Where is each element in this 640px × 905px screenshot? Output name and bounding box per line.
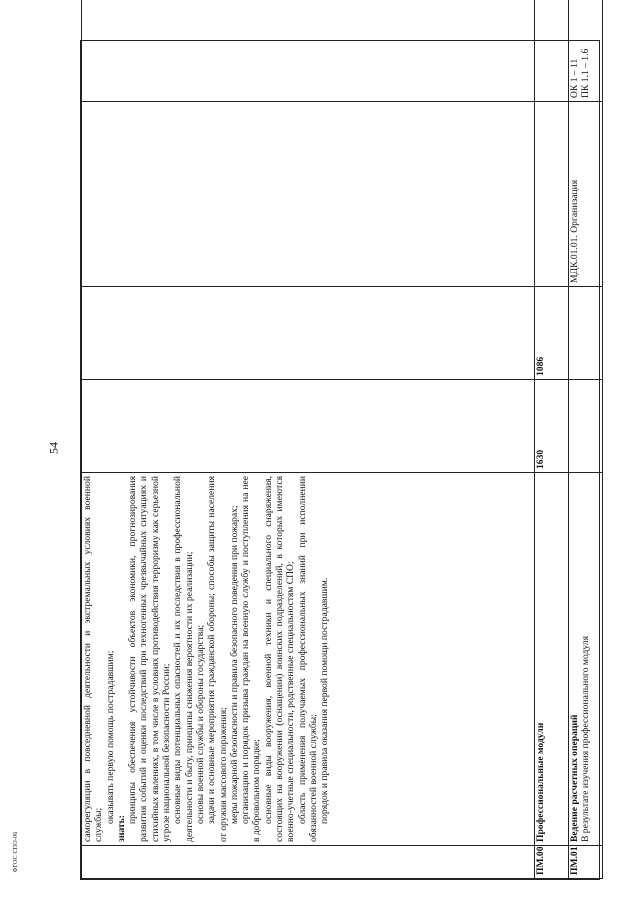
cell-code [82, 846, 535, 879]
mdk-empty [535, 102, 569, 287]
row-code: ПМ.01 [569, 846, 603, 879]
cell-competencies [82, 0, 535, 102]
competencies-pk: ПК 1.1 – 1.6 [580, 48, 592, 98]
row-title [569, 473, 603, 846]
page-number: 54 [46, 442, 61, 454]
description-line: саморегуляции в повседневной деятельности и экстремальных условиях военной службы; [82, 476, 105, 842]
description-line: знать: [115, 815, 127, 842]
hours-max-value: 1630 [535, 380, 569, 473]
row-title: Профессиональные модули [535, 473, 569, 846]
table-row-pm01 [569, 0, 603, 879]
footer-label: ФГОС СПО-06 [13, 831, 19, 873]
description-line: организацию и порядок призыва граждан на военную службу и поступления на нее в добровольном порядке; [240, 476, 263, 842]
mdk-value: МДК.01.01. Организация [569, 102, 603, 287]
description-line: меры пожарной безопасности и правила безопасного поведения при пожарах; [228, 505, 240, 824]
table-row-pm00 [535, 0, 569, 879]
table-row-description [82, 0, 535, 879]
hours-max-empty [569, 380, 603, 473]
module-subtitle: В результате изучения профессионального модуля [580, 636, 592, 842]
description-line: основные виды потенциальных опасностей и их последствия в профессиональной деятельности и быту, принципы снижения вероятности их реализации; [172, 476, 195, 842]
cell-description [82, 473, 535, 846]
description-line: задачи и основные мероприятия гражданской обороны; способы защиты населения от оружия массового поражения; [206, 476, 229, 842]
hours-required-value: 1086 [535, 287, 569, 380]
description-line: основы военной службы и обороны государства; [194, 624, 206, 824]
competencies-value [569, 0, 603, 102]
curriculum-table [81, 0, 603, 879]
competencies-empty [535, 0, 569, 102]
description-line: основные виды вооружения, военной техники и специального снаряжения, состоящих на вооружении (оснащении) воинских подразделений, в которых имеются военно-учетные специальности, родственные специальностям СПО; [262, 476, 297, 842]
row-code: ПМ.00 [535, 846, 569, 879]
description-line: порядок и правила оказания первой помощи пострадавшим. [319, 577, 331, 824]
description-line: принципы обеспечения устойчивости объектов экономики, прогнозирования развития событий и оценки последствий при техногенных чрезвычайных ситуациях и стихийных явлениях, в том числе в условиях противодействия терроризму как серьезной угрозе национальной безопасности России; [127, 476, 173, 842]
curriculum-table-region [80, 40, 600, 880]
cell-hours-max [82, 380, 535, 473]
description-line: оказывать первую помощь пострадавшим; [104, 650, 116, 824]
cell-mdk [82, 102, 535, 287]
cell-hours-required [82, 287, 535, 380]
module-title: Ведение расчетных операций [569, 714, 580, 842]
competencies-ok: ОК 1 – 11 [569, 58, 580, 98]
curriculum-table-rotated [80, 40, 600, 880]
hours-required-empty [569, 287, 603, 380]
description-line: область применения получаемых профессиональных знаний при исполнении обязанностей военной службы; [296, 476, 319, 842]
